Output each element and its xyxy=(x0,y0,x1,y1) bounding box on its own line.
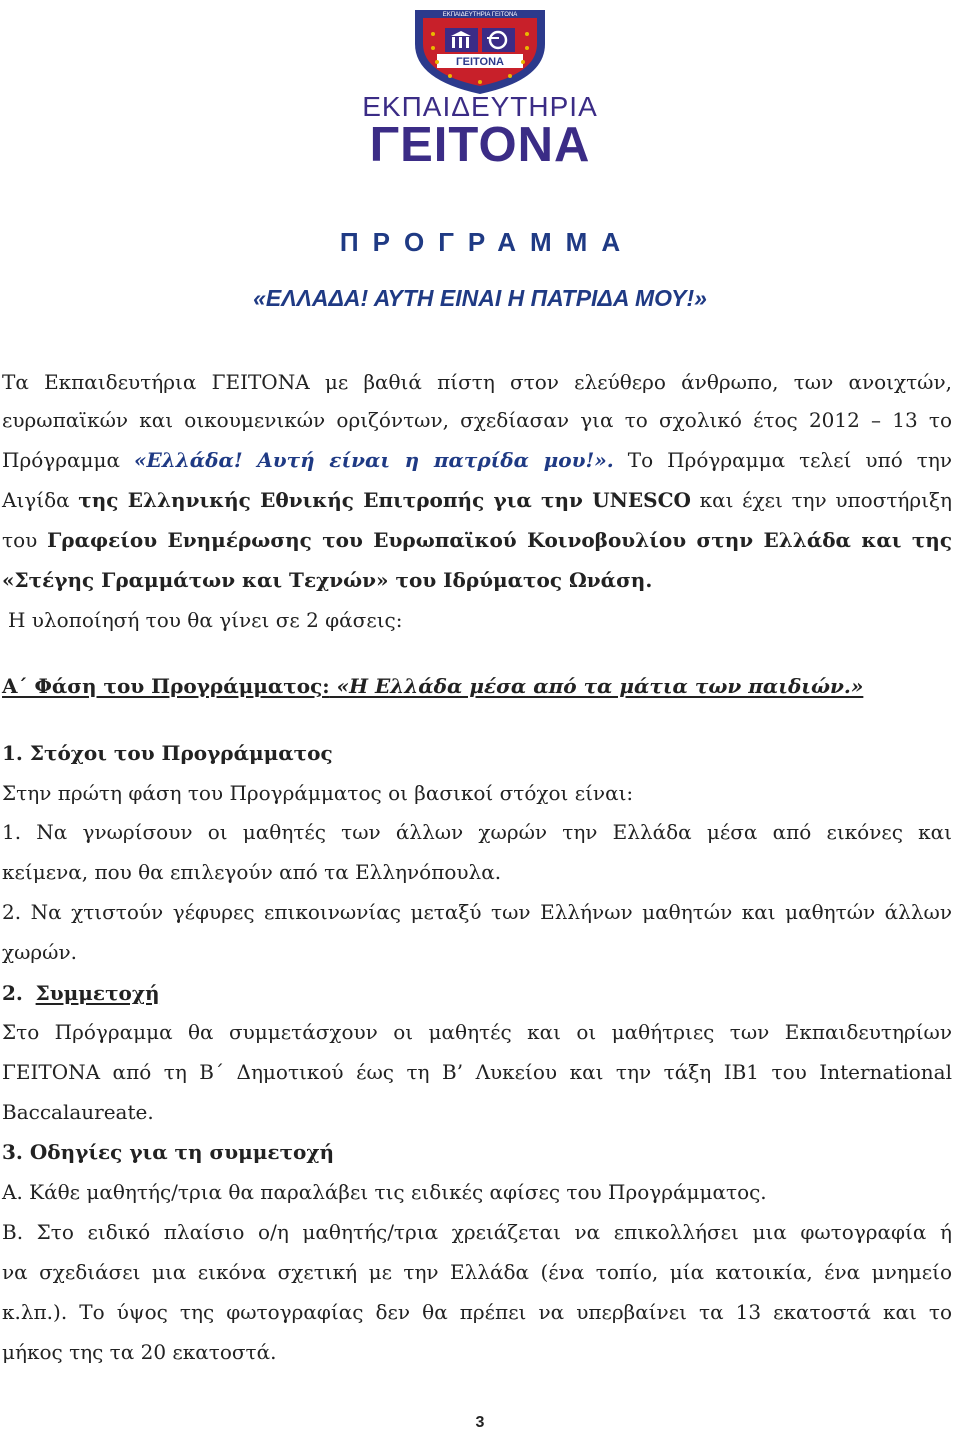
section-1-heading: 1. Στόχοι του Προγράμματος xyxy=(2,741,333,765)
instruction-b-cont: να σχεδιάσει μια εικόνα σχετική με την Ελλάδα (ένα τοπίο, μία κατοικία, ένα μνημείο xyxy=(2,1260,952,1284)
program-title: ΠΡΟΓΡΑΜΜΑ xyxy=(339,227,635,257)
brand-line-1: ΕΚΠΑΙΔΕΥΤΗΡΙΑ xyxy=(362,91,598,122)
intro-text: Πρόγραμμα xyxy=(2,448,134,472)
section-2-heading xyxy=(2,979,952,1007)
phase-a-title: «Η Ελλάδα μέσα από τα μάτια των παιδιών.» xyxy=(329,674,864,698)
section-2-line: Στο Πρόγραμμα θα συμμετάσχουν οι μαθητές και οι μαθήτριες των Εκπαιδευτηρίων xyxy=(2,1020,952,1044)
school-logo xyxy=(0,0,960,175)
intro-text: του xyxy=(2,528,48,552)
intro-text: Αιγίδα xyxy=(2,488,79,512)
section-2-title: Συμμετοχή xyxy=(35,981,160,1005)
eu-office-emphasis: Γραφείου Ενημέρωσης του Ευρωπαϊκού Κοινοβουλίου στην Ελλάδα και της xyxy=(47,528,952,552)
onassis-line: «Στέγης Γραμμάτων και Τεχνών» του Ιδρύματος Ωνάση. xyxy=(2,568,653,592)
brand-line-2: ΓΕΙΤΟΝΑ xyxy=(369,118,591,172)
instruction-b-cont: κ.λπ.). Το ύψος της φωτογραφίας δεν θα πρέπει να υπερβαίνει τα 13 εκατοστά και το xyxy=(2,1300,952,1324)
seal-arc-text: ΕΚΠΑΙΔΕΥΤΗΡΙΑ ΓΕΙΤΟΝΑ xyxy=(442,12,518,18)
section-2-line: ΓΕΙΤΟΝΑ από τη Β΄ Δημοτικού έως τη Β’ Λυκείου και την τάξη ΙΒ1 του International xyxy=(2,1060,952,1084)
goal-item-cont: κείμενα, που θα επιλεγούν από τα Ελληνόπουλα. xyxy=(2,860,502,884)
intro-line xyxy=(2,446,952,474)
program-subtitle: «ΕΛΛΑΔΑ! ΑΥΤΗ ΕΙΝΑΙ Η ΠΑΤΡΙΔΑ ΜΟΥ!» xyxy=(253,285,707,311)
goal-item: 1. Να γνωρίσουν οι μαθητές των άλλων χωρών την Ελλάδα μέσα από εικόνες και xyxy=(2,820,952,844)
intro-line xyxy=(2,526,952,554)
section-1-intro: Στην πρώτη φάση του Προγράμματος οι βασικοί στόχοι είναι: xyxy=(2,781,634,805)
instruction-b: Β. Στο ειδικό πλαίσιο ο/η μαθητής/τρια χρειάζεται να επικολλήσει μια φωτογραφία ή xyxy=(2,1220,952,1244)
section-3-heading: 3. Οδηγίες για τη συμμετοχή xyxy=(2,1140,335,1164)
page-number: 3 xyxy=(475,1414,485,1431)
program-name-emphasis: «Ελλάδα! Αυτή είναι η πατρίδα μου!». xyxy=(133,448,614,472)
goal-item-cont: χωρών. xyxy=(2,940,78,964)
intro-line xyxy=(2,486,952,514)
phases-intro: Η υλοποίησή του θα γίνει σε 2 φάσεις: xyxy=(8,608,403,632)
section-2-number: 2. xyxy=(2,981,23,1005)
intro-line: ευρωπαϊκών και οικουμενικών οριζόντων, σχεδίασαν για το σχολικό έτος 2012 – 13 το xyxy=(2,408,952,432)
goal-item: 2. Να χτιστούν γέφυρες επικοινωνίας μεταξύ των Ελλήνων μαθητών και μαθητών άλλων xyxy=(2,900,952,924)
instruction-b-cont: μήκος της τα 20 εκατοστά. xyxy=(2,1340,277,1364)
phase-a-heading xyxy=(2,672,952,700)
seal-banner-text: ΓΕΙΤΟΝΑ xyxy=(456,56,504,68)
school-seal-icon xyxy=(405,4,555,96)
intro-text: Το Πρόγραμμα τελεί υπό την xyxy=(613,448,952,472)
phase-a-label: Α΄ Φάση του Προγράμματος: xyxy=(2,674,330,698)
intro-text: και έχει την υποστήριξη xyxy=(690,488,953,512)
unesco-emphasis: της Ελληνικής Εθνικής Επιτροπής για την UNESCO xyxy=(78,488,691,512)
section-2-line: Baccalaureate. xyxy=(2,1100,154,1124)
intro-line: Τα Εκπαιδευτήρια ΓΕΙΤΟΝΑ με βαθιά πίστη στον ελεύθερο άνθρωπο, των ανοιχτών, xyxy=(2,370,952,394)
instruction-a: Α. Κάθε μαθητής/τρια θα παραλάβει τις ειδικές αφίσες του Προγράμματος. xyxy=(2,1180,767,1204)
